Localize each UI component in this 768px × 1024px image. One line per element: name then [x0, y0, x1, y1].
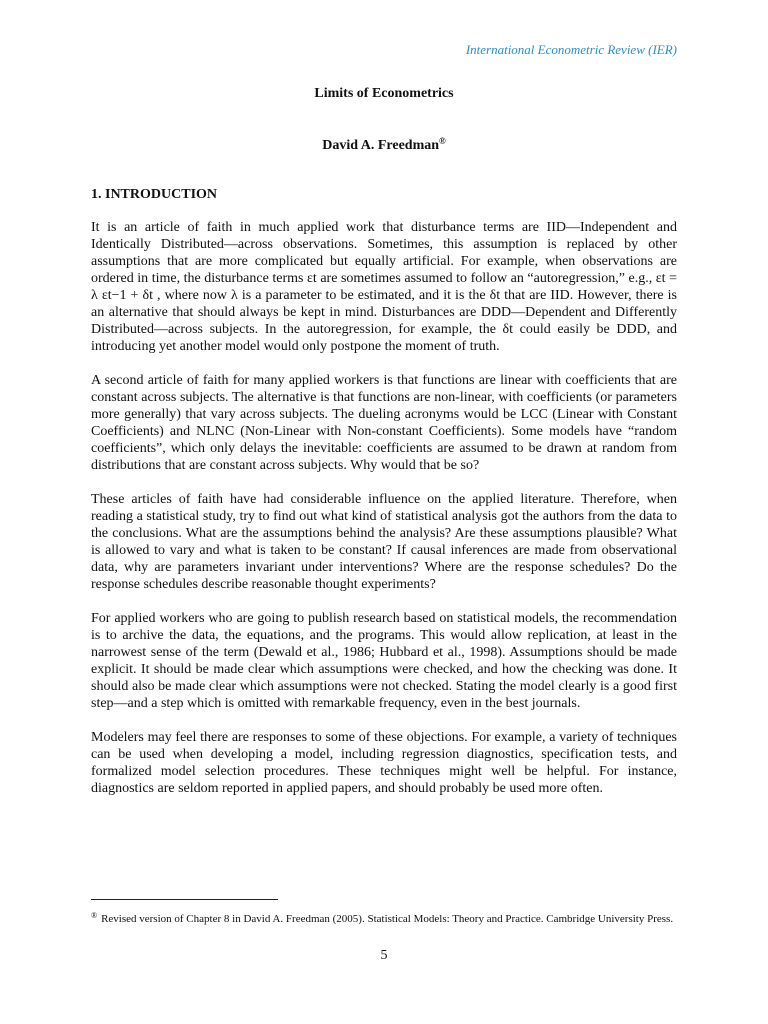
footnote-mark: ®	[91, 911, 98, 920]
footnote-divider	[91, 899, 278, 900]
article-author	[0, 136, 768, 154]
paragraph-2: A second article of faith for many applied workers is that functions are linear with coefficients that are constant across subjects. The alternative is that functions are non-linear, with coefficients (or parameters more generally) that vary across subjects. The dueling acronyms would be LCC (Linear with Constant Coefficients) and NLNC (Non-Linear with Non-constant Coefficients). Some models have “random coefficients”, which only delays the inevitable: coefficients are assumed to be drawn at random from distributions that are constant across subjects. Why would that be so?	[91, 373, 677, 473]
journal-header: International Econometric Review (IER)	[465, 42, 677, 57]
footnote	[91, 908, 677, 927]
body-text	[91, 219, 677, 814]
author-name: David A. Freedman	[322, 138, 440, 153]
author-footnote-mark: ®	[439, 136, 446, 146]
paragraph-1: It is an article of faith in much applied work that disturbance terms are IID—Independent and Identically Distributed—across observations. Sometimes, this assumption is replaced by other assumptions that are more complicated but equally artificial. For example, when observations are ordered in time, the disturbance terms εt are sometimes assumed to follow an “autoregression,” e.g., εt = λ εt−1 + δt , where now λ is a parameter to be estimated, and it is the δt that are IID. However, there is an alternative that should always be kept in mind. Disturbances are DDD—Dependent and Differently Distributed—across subjects. In the autoregression, for example, the δt could easily be DDD, and introducing yet another model would only postpone the moment of truth.	[91, 220, 677, 354]
article-title: Limits of Econometrics	[314, 86, 454, 101]
page-number: 5	[380, 948, 388, 963]
paragraph-3: These articles of faith have had considerable influence on the applied literature. Therefore, when reading a statistical study, try to find out what kind of statistical analysis got the authors from the data to the conclusions. What are the assumptions behind the analysis? Are these assumptions plausible? What is allowed to vary and what is taken to be constant? If causal inferences are made from observational data, why are parameters invariant under interventions? Where are the response schedules? Do the response schedules describe reasonable thought experiments?	[91, 492, 677, 592]
paragraph-4: For applied workers who are going to publish research based on statistical models, the recommendation is to archive the data, the equations, and the programs. This would allow replication, at least in the narrowest sense of the term (Dewald et al., 1986; Hubbard et al., 1998). Assumptions should be made explicit. It should be made clear which assumptions were checked, and how the checking was done. It should also be made clear which assumptions were not checked. Stating the model clearly is a good first step—and a step which is omitted with remarkable frequency, even in the best journals.	[91, 611, 677, 711]
paragraph-5: Modelers may feel there are responses to some of these objections. For example, a variety of techniques can be used when developing a model, including regression diagnostics, specification tests, and formalized model selection procedures. These techniques might well be helpful. For instance, diagnostics are seldom reported in applied papers, and should probably be used more often.	[91, 730, 677, 796]
section-heading: 1. INTRODUCTION	[91, 187, 218, 202]
footnote-text: Revised version of Chapter 8 in David A. Freedman (2005). Statistical Models: Theory and Practice. Cambridge University Press.	[101, 913, 674, 925]
